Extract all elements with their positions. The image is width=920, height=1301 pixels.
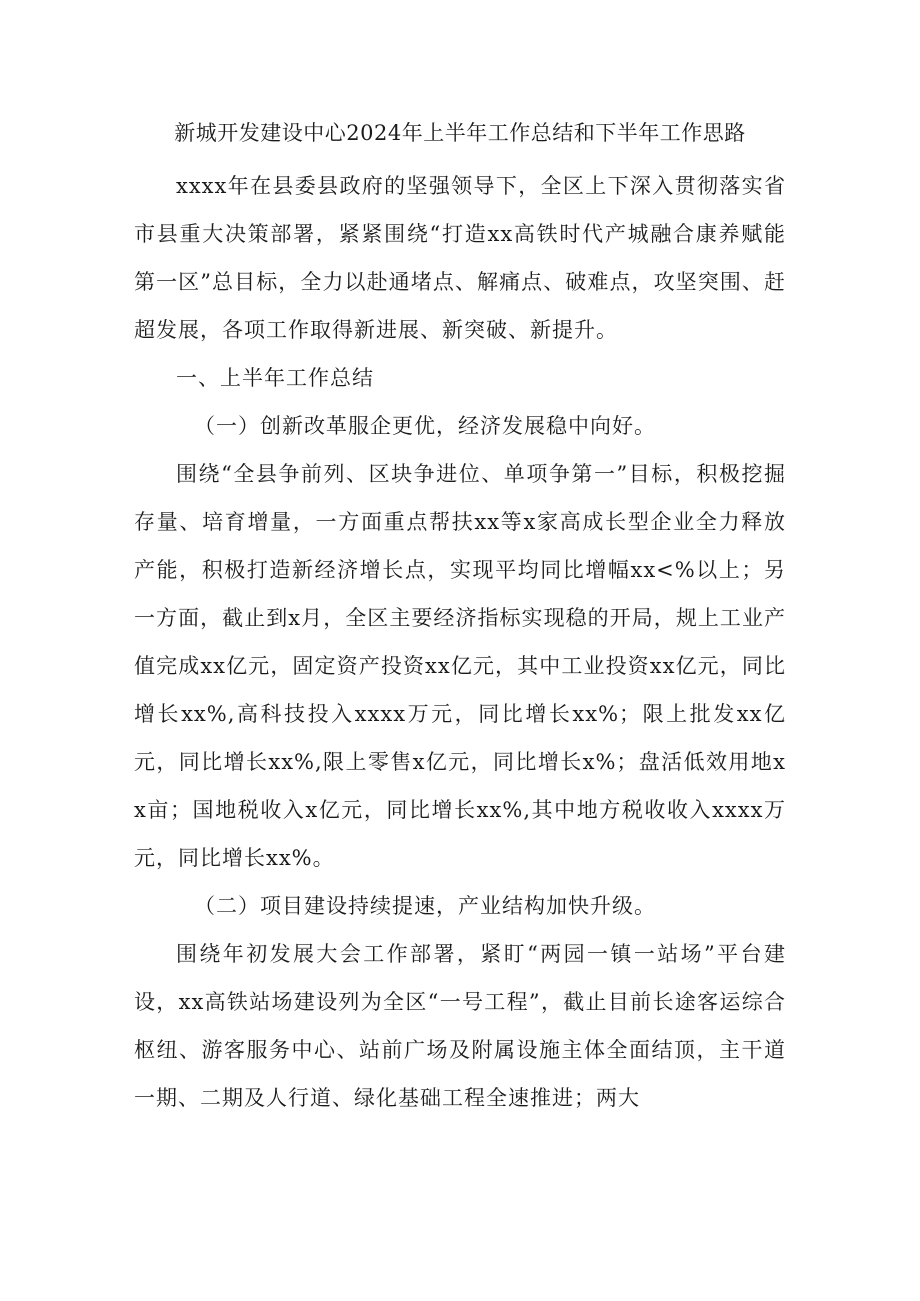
subsection-heading-1: （一）创新改革服企更优，经济发展稳中向好。 <box>194 414 656 438</box>
intro-paragraph: xxxx年在县委县政府的坚强领导下，全区上下深入贯彻落实省市县重大决策部署，紧紧围绕“打造xx高铁时代产城融合康养赋能第一区”总目标，全力以赴通堵点、解痛点、破难点，攻坚突围、赶超发展，各项工作取得新进展、新突破、新提升。 <box>134 174 786 342</box>
subsection-1-paragraph: 围绕“全县争前列、区块争进位、单项争第一”目标，积极挖掘存量、培育增量，一方面重点帮扶xx等x家高成长型企业全力释放产能，积极打造新经济增长点，实现平均同比增幅xx<%以上；另一方面，截止到x月，全区主要经济指标实现稳的开局，规上工业产值完成xx亿元，固定资产投资xx亿元，其中工业投资xx亿元，同比增长xx%,高科技投入xxxx万元，同比增长xx%；限上批发xx亿元，同比增长xx%,限上零售x亿元，同比增长x%；盘活低效用地xx亩；国地税收入x亿元，同比增长xx%,其中地方税收收入xxxx万元，同比增长xx%。 <box>134 462 786 870</box>
document-title: 新城开发建设中心2024年上半年工作总结和下半年工作思路 <box>174 121 746 145</box>
document-body <box>134 110 786 1122</box>
section-heading-first-half-summary: 一、上半年工作总结 <box>176 366 374 390</box>
subsection-heading-2: （二）项目建设持续提速，产业结构加快升级。 <box>194 894 656 918</box>
subsection-2-paragraph: 围绕年初发展大会工作部署，紧盯“两园一镇一站场”平台建设，xx高铁站场建设列为全区“一号工程”，截止目前长途客运综合枢纽、游客服务中心、站前广场及附属设施主体全面结顶，主干道一期、二期及人行道、绿化基础工程全速推进；两大 <box>134 942 786 1110</box>
